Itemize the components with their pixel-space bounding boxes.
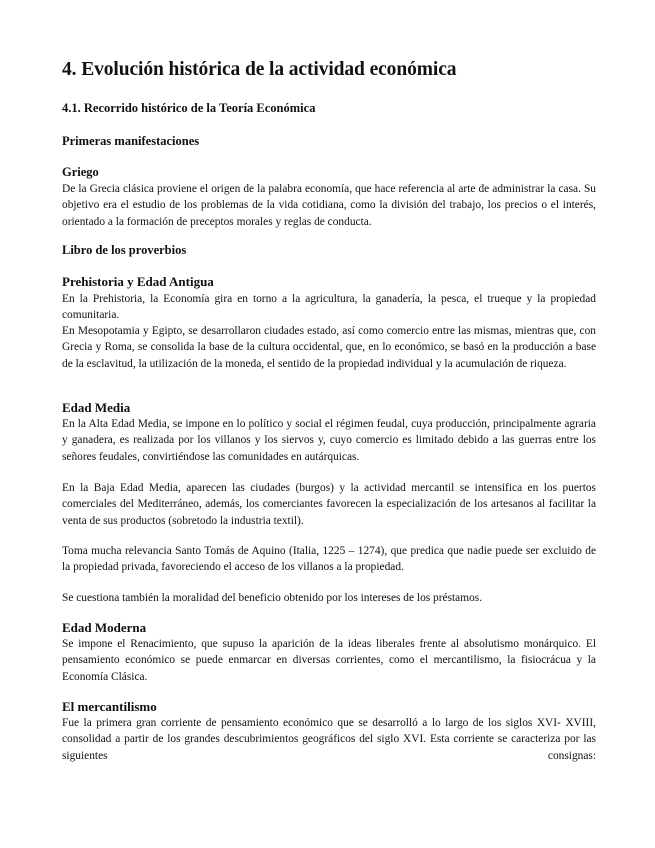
paragraph-prehistoria-1: En la Prehistoria, la Economía gira en torno a la agricultura, la ganadería, la pesca, el trueque y la propiedad comunitaria. (62, 293, 596, 322)
section-heading: 4.1. Recorrido histórico de la Teoría Económica (62, 101, 316, 115)
paragraph-media-1: En la Alta Edad Media, se impone en lo político y social el régimen feudal, cuya producción, principalmente agraria y ganadera, es realizada por los villanos y los siervos y, cuyo comercio es limitado debido a las guerras entre los señores feudales, convirtiéndose las comunidades en autárquicas. (62, 418, 596, 463)
paragraph-media-3: Toma mucha relevancia Santo Tomás de Aquino (Italia, 1225 – 1274), que predica que nadie puede ser excluido de la propiedad privada, favoreciendo el acceso de los villanos a la propiedad. (62, 545, 596, 574)
paragraph-moderna-1: Se impone el Renacimiento, que supuso la aparición de la ideas liberales frente al absolutismo monárquico. El pensamiento económico se puede enmarcar en diversas corrientes, como el mercantilismo, la fisiocrácua y la Economía Clásica. (62, 638, 596, 683)
subsection-proverbios: Libro de los proverbios (62, 243, 187, 257)
subsection-primeras: Primeras manifestaciones (62, 134, 200, 148)
paragraph-mercantilismo-1: Fue la primera gran corriente de pensamiento económico que se desarrolló a lo largo de los siglos XVI- XVIII, consolidad a partir de los grandes descubrimientos geográficos del siglo XVI. Esta corriente se caracteriza por las siguientes consignas: (62, 717, 596, 762)
document-title: 4. Evolución histórica de la actividad económica (62, 59, 457, 80)
paragraph-media-4: Se cuestiona también la moralidad del beneficio obtenido por los intereses de los préstamos. (62, 592, 483, 604)
paragraph-prehistoria-2: En Mesopotamia y Egipto, se desarrollaron ciudades estado, así como comercio entre las mismas, mientras que, con Grecia y Roma, se consolida la base de la cultura occidental, que, en lo económico, se basó en la producción a base de la esclavitud, la utilización de la moneda, el sentido de la propiedad individual y la acumulación de riqueza. (62, 325, 596, 370)
heading-edad-moderna: Edad Moderna (62, 620, 147, 635)
heading-prehistoria: Prehistoria y Edad Antigua (62, 274, 214, 289)
paragraph-media-2: En la Baja Edad Media, aparecen las ciudades (burgos) y la actividad mercantil se intensifica en los puertos comerciales del Mediterráneo, además, los comerciantes favorecen la especialización de los artesanos al facilitar la venta de sus productos (sobretodo la industria textil). (62, 482, 596, 527)
heading-mercantilismo: El mercantilismo (62, 699, 157, 714)
heading-griego: Griego (62, 165, 99, 179)
heading-edad-media: Edad Media (62, 400, 131, 415)
paragraph-griego: De la Grecia clásica proviene el origen de la palabra economía, que hace referencia al arte de administrar la casa. Su objetivo era el estudio de los problemas de la vida cotidiana, como la división del trabajo, los precios o el interés, orientado a la formación de preceptos morales y reglas de conducta. (62, 183, 596, 228)
